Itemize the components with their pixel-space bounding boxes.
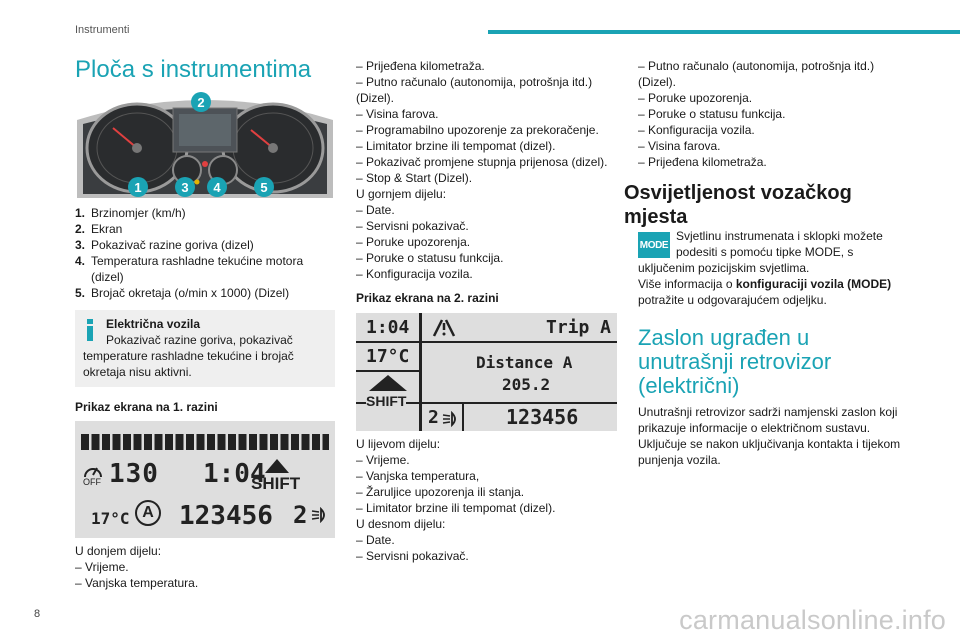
- text-line: – Poruke o statusu funkcija.: [638, 107, 786, 121]
- cluster-legend: [75, 205, 335, 301]
- text-line: – Servisni pokazivač.: [356, 219, 469, 233]
- text-line: – Limitator brzine ili tempomat (dizel).: [356, 501, 556, 515]
- text-line: U donjem dijelu:: [75, 544, 162, 558]
- text-line: – Poruke upozorenja.: [356, 235, 471, 249]
- text-line: – Prijeđena kilometraža.: [638, 155, 767, 169]
- text-line: – Date.: [356, 203, 395, 217]
- lighting-paragraph: [638, 228, 903, 308]
- text-line: U gornjem dijelu:: [356, 187, 447, 201]
- level1-heading: Prikaz ekrana na 1. razini: [75, 400, 218, 414]
- more-info-text: Više informacija o: [638, 277, 736, 291]
- lcd2-trip: Trip A: [546, 317, 612, 338]
- text-line: – Poruke o statusu funkcija.: [356, 251, 504, 265]
- note-body: Pokazivač razine goriva, pokazivač temperature rashladne tekućine i brojač okretaja nisu aktivni.: [83, 333, 294, 379]
- more-info-link-text: konfiguraciji vozila (MODE): [735, 277, 892, 291]
- headlamp-level-icon: [311, 507, 329, 523]
- text-line: – Vrijeme.: [75, 560, 129, 574]
- shift-up-arrow-icon: [265, 459, 289, 473]
- text-line: – Vanjska temperatura,: [356, 469, 480, 483]
- text-line: – Programabilno upozorenje za prekoračenje.: [356, 123, 599, 137]
- watermark: carmanualsonline.info: [679, 605, 946, 635]
- lcd-divider: [462, 404, 464, 431]
- lcd-level1-display: [75, 421, 335, 538]
- lcd2-gear: 2: [428, 407, 439, 428]
- lcd-level2-display: [356, 313, 617, 431]
- text-line: – Konfiguracija vozila.: [638, 123, 755, 137]
- lcd-divider: [419, 313, 422, 431]
- level2-heading: Prikaz ekrana na 2. razini: [356, 291, 499, 305]
- text-line: – Limitator brzine ili tempomat (dizel).: [356, 139, 556, 153]
- level2-description: [356, 436, 621, 564]
- legend-item: 1. Brzinomjer (km/h): [75, 206, 186, 220]
- lcd2-time: 1:04: [366, 317, 410, 338]
- section-heading-mirror-display: Zaslon ugrađen u unutrašnji retrovizor (električni): [638, 325, 832, 398]
- section-heading-lighting: Osvijetljenost vozačkog mjesta: [624, 182, 852, 228]
- lcd-temperature: 17°C: [91, 509, 130, 528]
- lcd-divider: [356, 341, 419, 343]
- badge-spacer: [638, 228, 676, 258]
- mirror-display-paragraph: Unutrašnji retrovizor sadrži namjenski zaslon koji prikazuje informacije o električnom sustavu. Uključuje se nakon uključivanja kontakta i tijekom punjenja vozila.: [638, 405, 901, 467]
- shift-up-arrow-icon: [369, 375, 407, 391]
- right-display-features-list: [638, 58, 903, 170]
- text-line: – Konfiguracija vozila.: [356, 267, 473, 281]
- callout-1: 1: [128, 177, 148, 197]
- section-header: Instrumenti: [75, 24, 130, 36]
- cruise-control-icon: A: [135, 500, 161, 526]
- lcd-shift-label: SHIFT: [251, 474, 301, 493]
- electric-vehicle-note: [75, 310, 335, 387]
- mode-button-icon: MODE: [638, 232, 670, 258]
- lcd2-distance-label: Distance A: [476, 353, 573, 372]
- text-line: – Vrijeme.: [356, 453, 410, 467]
- limiter-off-label: OFF: [83, 477, 101, 487]
- callout-2: 2: [191, 92, 211, 112]
- lcd-divider: [422, 341, 617, 343]
- text-line: – Pokazivač promjene stupnja prijenosa (dizel).: [356, 155, 608, 169]
- display-features-list: [356, 58, 621, 282]
- lcd-gear: 2: [293, 501, 308, 529]
- callout-4: 4: [207, 177, 227, 197]
- text-line: U desnom dijelu:: [356, 517, 446, 531]
- lcd-speed: 130: [109, 459, 159, 489]
- callout-3: 3: [175, 177, 195, 197]
- lcd-odometer: 123456: [179, 501, 273, 531]
- text-line: – Visina farova.: [356, 107, 439, 121]
- legend-item: 4. Temperatura rashladne tekućine motora (dizel): [75, 254, 304, 284]
- text-line: – Servisni pokazivač.: [356, 549, 469, 563]
- text-line: – Putno računalo (autonomija, potrošnja itd.) (Dizel).: [638, 59, 875, 89]
- text-line: – Prijeđena kilometraža.: [356, 59, 485, 73]
- lighting-text: Svjetlinu instrumenata i sklopki možete podesiti s pomoću tipke MODE, s uključenim pozicijskim svjetlima.: [638, 229, 883, 275]
- text-line: – Poruke upozorenja.: [638, 91, 753, 105]
- lcd2-distance-value: 205.2: [502, 375, 551, 394]
- lcd2-temperature: 17°C: [366, 346, 410, 367]
- header-accent-bar: [488, 30, 960, 34]
- text-line: – Date.: [356, 533, 395, 547]
- text-line: – Žaruljice upozorenja ili stanja.: [356, 485, 525, 499]
- level1-description: [75, 543, 335, 591]
- lcd-divider: [356, 370, 419, 372]
- legend-item: 3. Pokazivač razine goriva (dizel): [75, 238, 254, 252]
- segment-bar: [81, 434, 329, 450]
- text-line: – Visina farova.: [638, 139, 721, 153]
- lcd-time: 1:04: [203, 459, 266, 489]
- text-line: U lijevom dijelu:: [356, 437, 441, 451]
- text-line: – Putno računalo (autonomija, potrošnja itd.) (Dizel).: [356, 75, 593, 105]
- legend-item: 2. Ekran: [75, 222, 123, 236]
- more-info-text-end: potražite u odgovarajućem odjeljku.: [638, 293, 827, 307]
- callout-5: 5: [254, 177, 274, 197]
- headlamp-level-icon: [442, 411, 460, 427]
- text-line: – Vanjska temperatura.: [75, 576, 199, 590]
- warning-icon: [432, 319, 464, 337]
- note-title: Električna vozila: [106, 317, 201, 331]
- lcd-divider: [422, 402, 617, 404]
- lcd2-odometer: 123456: [506, 405, 579, 429]
- text-line: – Stop & Start (Dizel).: [356, 171, 473, 185]
- lcd2-shift-label: SHIFT: [366, 393, 407, 409]
- page-title: Ploča s instrumentima: [75, 56, 312, 83]
- legend-item: 5. Brojač okretaja (o/min x 1000) (Dizel): [75, 286, 290, 300]
- page-number: 8: [34, 608, 41, 620]
